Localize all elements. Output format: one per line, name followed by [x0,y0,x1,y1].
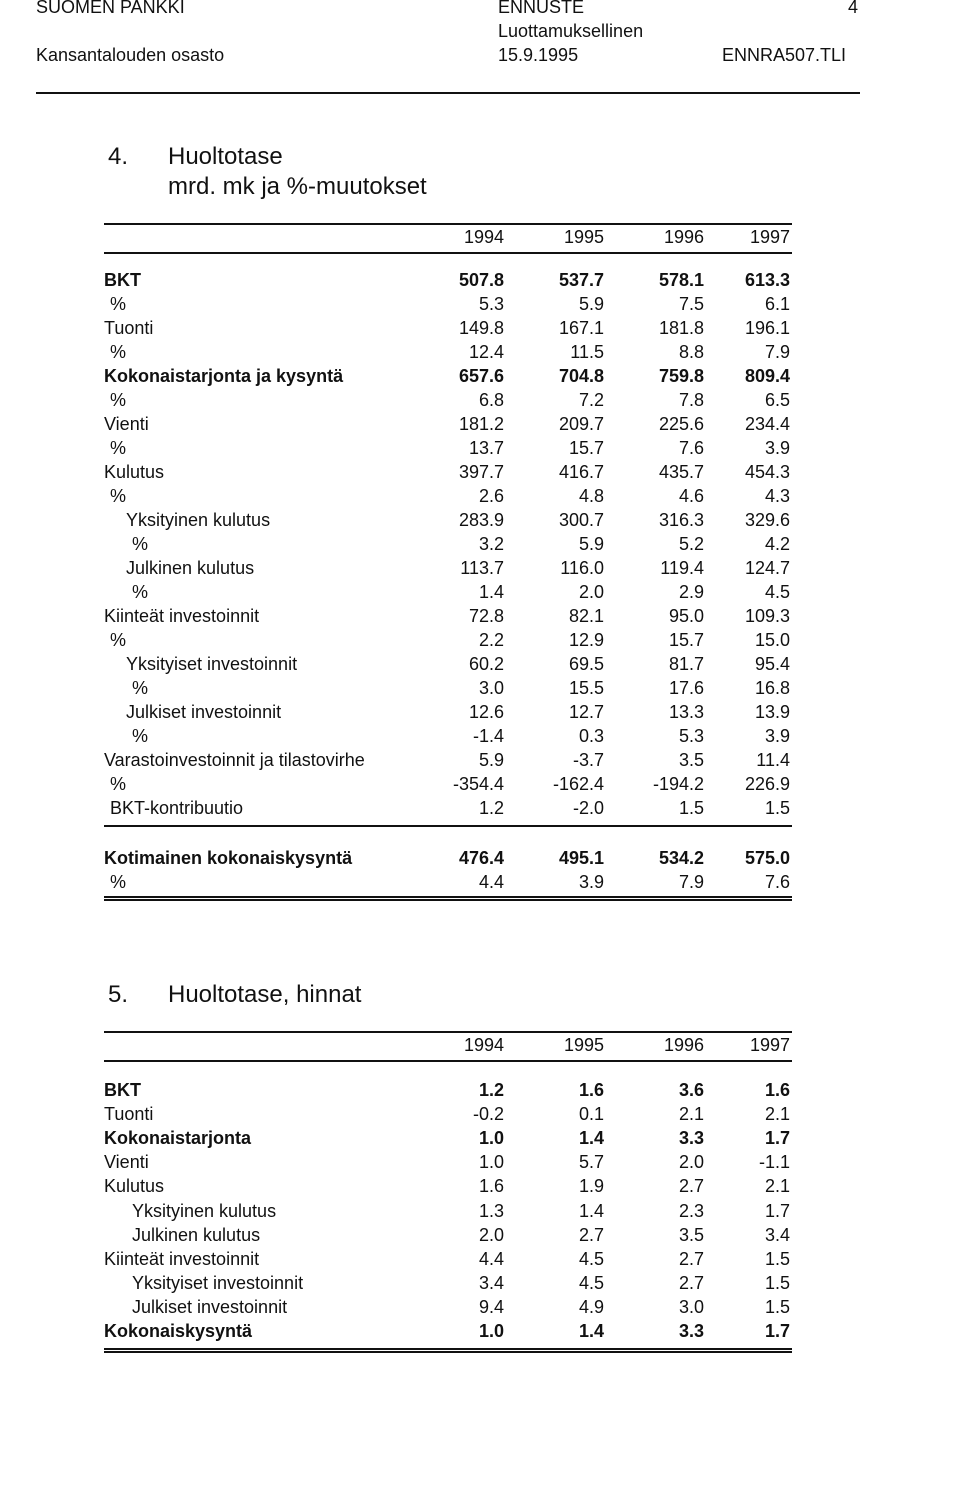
row-value: 6.1 [764,294,790,314]
row-label: Vienti [104,414,149,434]
row-value: 0.3 [578,726,604,746]
row-value: 0.1 [578,1104,604,1125]
table-row [104,654,792,678]
table-row [104,750,792,774]
section4-year-header [104,227,792,249]
row-value: 476.4 [458,848,504,868]
row-value: 209.7 [558,414,604,434]
row-value: 3.6 [678,1080,704,1100]
row-label: Kokonaistarjonta ja kysyntä [104,366,344,386]
row-value: 2.6 [478,486,504,506]
row-value: 95.0 [668,606,704,626]
row-value: 5.2 [678,534,704,554]
section5-bottom-rule [104,1348,792,1353]
row-value: 4.9 [578,1296,604,1317]
table-row [104,1249,792,1273]
table-row [104,1297,792,1321]
row-label: % [110,872,127,892]
row-value: 3.4 [764,1224,790,1245]
row-value: 9.4 [478,1296,504,1317]
table-row [104,414,792,438]
table-row [104,294,792,318]
row-value: 1.9 [578,1176,604,1197]
row-value: 1.2 [478,1080,504,1100]
table-row [104,702,792,726]
row-value: 1.4 [478,582,504,602]
table-row [104,1273,792,1297]
table-row [104,606,792,630]
row-value: 5.9 [578,534,604,554]
table-row [104,318,792,342]
row-value: 12.9 [568,630,604,650]
row-value: 17.6 [668,678,704,698]
row-value: 1.5 [678,798,704,818]
section4-title [108,142,283,172]
row-value: 116.0 [560,558,604,578]
section4-header-rule [104,252,792,254]
row-label: % [110,390,127,410]
row-label: Julkiset investoinnit [132,1296,288,1317]
row-value: 3.0 [678,1296,704,1317]
table-row [104,630,792,654]
row-value: 7.9 [764,342,790,362]
row-value: 81.7 [668,654,704,674]
row-value: 13.9 [754,702,790,722]
row-value: 2.0 [678,1152,704,1173]
row-label: % [132,534,149,554]
row-value: 3.9 [578,872,604,892]
row-value: 300.7 [558,510,604,530]
row-value: 181.8 [658,318,704,338]
table-row [104,1080,792,1104]
row-value: -354.4 [452,774,504,794]
row-value: 181.2 [458,414,504,434]
row-value: 5.3 [678,726,704,746]
year-col: 1994 [463,1035,504,1055]
classification: Luottamuksellinen [498,21,644,41]
row-value: 2.7 [678,1248,704,1269]
row-value: 225.6 [658,414,704,434]
year-col: 1995 [563,227,604,247]
row-value: 15.5 [568,678,604,698]
row-value: 575.0 [744,848,790,868]
section5-top-rule [104,1031,792,1033]
row-value: 5.9 [578,294,604,314]
row-value: 12.4 [468,342,504,362]
row-value: 809.4 [744,366,790,386]
row-value: 7.6 [678,438,704,458]
row-value: 3.9 [764,438,790,458]
row-value: 167.1 [558,318,604,338]
row-value: 13.3 [668,702,704,722]
row-label: Kulutus [104,1176,165,1197]
row-value: 2.1 [678,1104,704,1125]
row-value: 2.1 [764,1104,790,1125]
row-value: 3.5 [678,1224,704,1245]
row-value: 4.2 [764,534,790,554]
department: Kansantalouden osasto [36,45,225,65]
section4-bottom-rule [104,896,792,901]
row-value: 15.7 [568,438,604,458]
row-value: 657.6 [458,366,504,386]
row-value: 8.8 [678,342,704,362]
year-col: 1997 [749,1035,790,1055]
table-row [104,438,792,462]
row-value: -162.4 [552,774,604,794]
row-label: Varastoinvestoinnit ja tilastovirhe [104,750,365,770]
row-value: 454.3 [744,462,790,482]
row-value: 13.7 [468,438,504,458]
table-row [104,1176,792,1200]
row-label: BKT [104,1080,141,1100]
row-value: 5.3 [478,294,504,314]
file-name: ENNRA507.TLI [722,45,847,65]
section4-title-text: Huoltotase [168,143,283,170]
row-value: 109.3 [744,606,790,626]
table-row [104,872,792,896]
row-label: Julkinen kulutus [132,1224,261,1245]
row-value: 7.8 [678,390,704,410]
row-value: 95.4 [754,654,790,674]
year-col: 1994 [463,227,504,247]
row-label: Vienti [104,1152,149,1173]
row-value: 3.3 [678,1128,704,1149]
row-value: 1.3 [478,1200,504,1221]
table-row [104,486,792,510]
row-label: Yksityiset investoinnit [132,1272,304,1293]
row-value: 3.0 [478,678,504,698]
table-row [104,558,792,582]
table-row [104,270,792,294]
row-value: 69.5 [568,654,604,674]
row-label: Tuonti [104,318,154,338]
row-value: 7.9 [678,872,704,892]
row-value: 507.8 [458,270,504,290]
row-value: 82.1 [568,606,604,626]
row-value: 2.3 [678,1200,704,1221]
table-row [104,1152,792,1176]
row-value: 4.4 [478,1248,504,1269]
row-value: 226.9 [744,774,790,794]
row-value: 534.2 [658,848,704,868]
page-number: 4 [848,0,859,17]
row-value: 2.9 [678,582,704,602]
row-value: 578.1 [658,270,704,290]
row-value: 4.5 [764,582,790,602]
row-value: 2.1 [764,1176,790,1197]
row-value: 72.8 [468,606,504,626]
row-label: % [132,678,149,698]
section4-top-rule [104,223,792,225]
row-value: 12.6 [468,702,504,722]
row-value: -1.4 [472,726,504,746]
row-value: 7.5 [678,294,704,314]
table-row [104,848,792,872]
row-value: 15.7 [668,630,704,650]
row-value: 1.2 [478,798,504,818]
year-col: 1995 [563,1035,604,1055]
row-label: Yksityiset investoinnit [126,654,298,674]
row-value: 6.8 [478,390,504,410]
table-row [104,798,792,822]
row-label: Kiinteät investoinnit [104,1248,260,1269]
table-row [104,1128,792,1152]
table-row [104,510,792,534]
row-value: 1.4 [578,1200,604,1221]
row-value: 2.7 [678,1272,704,1293]
row-label: Kokonaiskysyntä [104,1321,253,1341]
row-value: 113.7 [460,558,504,578]
table-row [104,774,792,798]
row-value: 2.0 [478,1224,504,1245]
section5-title-text: Huoltotase, hinnat [168,981,362,1008]
row-value: -3.7 [572,750,604,770]
row-value: 1.5 [764,798,790,818]
table-row [104,1225,792,1249]
row-value: 397.7 [458,462,504,482]
row-value: 2.7 [678,1176,704,1197]
header-rule [36,92,860,94]
row-value: 1.6 [764,1080,790,1100]
row-label: Kokonaistarjonta [104,1128,252,1149]
page-header [0,0,960,96]
row-value: -1.1 [758,1152,790,1173]
row-value: 7.6 [764,872,790,892]
table-row [104,366,792,390]
row-value: 704.8 [558,366,604,386]
row-value: 11.5 [570,342,604,362]
row-value: 1.0 [478,1128,504,1149]
year-col: 1996 [663,1035,704,1055]
row-value: 1.4 [578,1128,604,1149]
row-value: 4.3 [764,486,790,506]
row-value: 1.6 [578,1080,604,1100]
row-label: BKT [104,270,141,290]
row-value: 4.6 [678,486,704,506]
row-label: Kiinteät investoinnit [104,606,260,626]
row-label: % [132,726,149,746]
row-value: 234.4 [744,414,790,434]
row-value: 2.7 [578,1224,604,1245]
row-value: 3.3 [678,1321,704,1341]
row-value: 5.7 [578,1152,604,1173]
row-value: 1.0 [478,1152,504,1173]
row-value: 60.2 [468,654,504,674]
row-value: 11.4 [756,750,790,770]
row-value: 1.7 [764,1321,790,1341]
row-label: % [110,630,127,650]
row-value: 1.7 [764,1128,790,1149]
row-value: 3.2 [478,534,504,554]
row-value: 15.0 [754,630,790,650]
row-value: 283.9 [458,510,504,530]
table-row [104,1104,792,1128]
row-value: 435.7 [658,462,704,482]
row-value: 759.8 [658,366,704,386]
row-label: Tuonti [104,1104,154,1125]
row-label: Yksityinen kulutus [132,1200,277,1221]
row-value: 1.5 [764,1272,790,1293]
row-value: 1.5 [764,1248,790,1269]
row-value: 1.5 [764,1296,790,1317]
row-label: Kotimainen kokonaiskysyntä [104,848,353,868]
table-row [104,1321,792,1345]
table-row [104,342,792,366]
row-label: BKT-kontribuutio [110,798,244,818]
row-value: 7.2 [578,390,604,410]
section5-header-rule [104,1060,792,1062]
table-row [104,1201,792,1225]
row-label: % [110,342,127,362]
row-value: 3.9 [764,726,790,746]
row-value: 12.7 [568,702,604,722]
table-row [104,534,792,558]
row-value: 5.9 [478,750,504,770]
section5-title [108,980,361,1010]
row-label: % [110,774,127,794]
row-label: % [110,486,127,506]
section5-number: 5. [108,981,129,1008]
row-value: 4.5 [578,1272,604,1293]
year-col: 1996 [663,227,704,247]
table-row [104,462,792,486]
table-row [104,726,792,750]
row-value: 124.7 [744,558,790,578]
row-value: 6.5 [764,390,790,410]
row-label: Kulutus [104,462,165,482]
doc-type: ENNUSTE [498,0,585,17]
row-value: -2.0 [572,798,604,818]
row-value: 4.4 [478,872,504,892]
row-value: 4.5 [578,1248,604,1269]
table-row [104,390,792,414]
row-value: 149.8 [458,318,504,338]
row-value: 1.7 [764,1200,790,1221]
row-value: 537.7 [558,270,604,290]
year-col: 1997 [749,227,790,247]
row-value: 196.1 [744,318,790,338]
row-value: 3.4 [478,1272,504,1293]
section4-number: 4. [108,143,129,170]
row-value: 4.8 [578,486,604,506]
row-label: Julkiset investoinnit [126,702,282,722]
row-value: -0.2 [472,1104,504,1125]
section4-subtitle: mrd. mk ja %-muutokset [168,173,427,200]
row-value: 329.6 [744,510,790,530]
row-label: % [132,582,149,602]
section4-mid-rule [104,825,792,827]
row-label: Julkinen kulutus [126,558,255,578]
row-value: 613.3 [744,270,790,290]
org-name: SUOMEN PANKKI [36,0,185,17]
row-value: 1.0 [478,1321,504,1341]
table-row [104,678,792,702]
section5-year-header [104,1035,792,1057]
row-value: 495.1 [558,848,604,868]
doc-date: 15.9.1995 [498,45,579,65]
row-value: 2.2 [478,630,504,650]
row-value: 16.8 [754,678,790,698]
row-value: 2.0 [578,582,604,602]
row-value: 1.4 [578,1321,604,1341]
row-label: % [110,438,127,458]
table-row [104,582,792,606]
row-value: 3.5 [678,750,704,770]
row-label: % [110,294,127,314]
row-value: -194.2 [652,774,704,794]
row-label: Yksityinen kulutus [126,510,271,530]
row-value: 1.6 [478,1176,504,1197]
row-value: 316.3 [658,510,704,530]
row-value: 416.7 [558,462,604,482]
row-value: 119.4 [660,558,704,578]
